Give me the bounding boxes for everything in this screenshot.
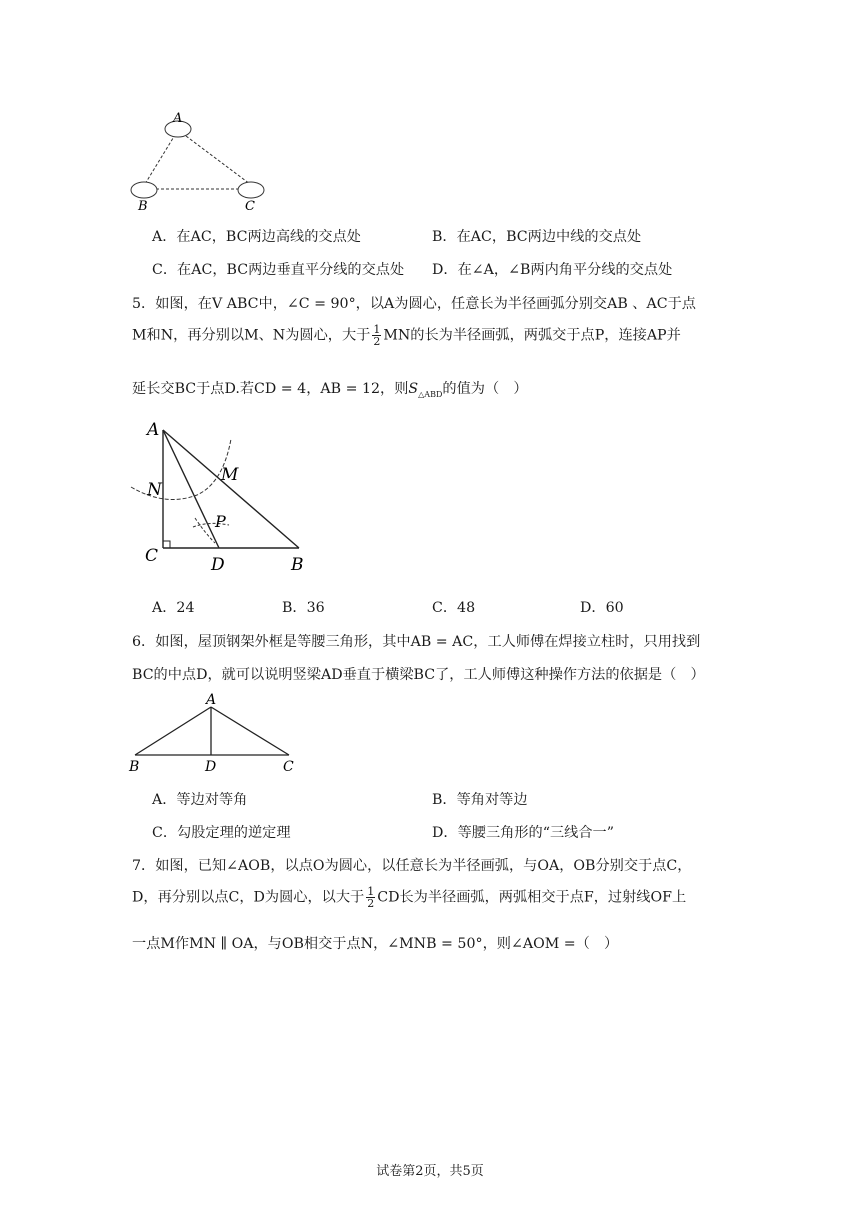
q5-line-3-a: 延长交BC于点D.若CD = 4，AB = 12，则 <box>132 381 409 397</box>
q4-option-b: B．在AC，BC两边中线的交点处 <box>432 229 642 245</box>
q6-label-c: C <box>283 759 294 775</box>
q4-option-c: C．在AC，BC两边垂直平分线的交点处 <box>152 262 405 278</box>
q6-option-a: A．等边对等角 <box>152 792 248 808</box>
q4-triangle-figure <box>120 110 280 215</box>
q5-area-subscript: △ABD <box>418 389 443 399</box>
q5-line-1: 5．如图，在V ABC中，∠C = 90°，以A为圆心，任意长为半径画弧分别交AB 、AC于点 <box>132 296 696 312</box>
q5-label-d: D <box>211 555 225 575</box>
q5-label-m: M <box>221 465 239 485</box>
q7-line-2-b: CD长为半径画弧，两弧相交于点F，过射线OF上 <box>377 889 687 906</box>
q4-label-a: A <box>173 111 183 126</box>
q5-option-a: A．24 <box>152 600 195 616</box>
q5-fraction: $\frac{1}{2}$ <box>373 323 381 348</box>
q5-right-triangle-figure <box>125 415 325 580</box>
q6-label-d: D <box>205 759 217 775</box>
q5-option-c: C．48 <box>432 600 476 616</box>
q7-line-2-a: D，再分别以点C，D为圆心，以大于 <box>132 889 365 906</box>
q6-isosceles-figure <box>125 693 305 778</box>
q4-label-b: B <box>138 199 148 214</box>
q5-label-p: P <box>215 512 226 531</box>
q5-line-2-b: MN的长为半径画弧，两弧交于点P，连接AP并 <box>383 327 681 344</box>
q5-line-2-a: M和N，再分别以M、N为圆心，大于 <box>132 327 371 344</box>
q7-line-2 <box>132 886 686 909</box>
q6-option-b: B．等角对等边 <box>432 792 528 808</box>
q5-label-a: A <box>147 420 160 440</box>
q5-label-n: N <box>147 480 162 500</box>
q6-option-c: C．勾股定理的逆定理 <box>152 825 291 841</box>
q6-line-1: 6．如图，屋顶钢架外框是等腰三角形，其中AB = AC，工人师傅在焊接立柱时，只用找到 <box>132 634 701 650</box>
q6-label-b: B <box>129 759 140 775</box>
q7-fraction: $\frac{1}{2}$ <box>367 885 375 910</box>
q4-label-c: C <box>245 199 255 214</box>
q5-label-b: B <box>291 555 304 575</box>
page-footer: 试卷第2页，共5页 <box>376 1164 484 1179</box>
q5-option-b: B．36 <box>282 600 325 616</box>
q6-label-a: A <box>206 693 217 708</box>
q5-line-3 <box>132 378 528 399</box>
q5-area-symbol: S <box>408 381 419 397</box>
q5-line-2 <box>132 324 681 347</box>
q5-line-3-b: 的值为（ ） <box>442 381 528 397</box>
q6-option-d: D．等腰三角形的“三线合一” <box>432 825 614 841</box>
q7-line-3: 一点M作MN ∥ OA，与OB相交于点N，∠MNB = 50°，则∠AOM =（ ） <box>132 936 619 952</box>
q4-option-d: D．在∠A，∠B两内角平分线的交点处 <box>432 262 673 278</box>
q6-line-2: BC的中点D，就可以说明竖梁AD垂直于横梁BC了，工人师傅这种操作方法的依据是（ ） <box>132 667 705 683</box>
q4-option-a: A．在AC，BC两边高线的交点处 <box>152 229 361 245</box>
q5-label-c: C <box>145 546 159 566</box>
q7-line-1: 7．如图，已知∠AOB，以点O为圆心，以任意长为半径画弧，与OA，OB分别交于点C， <box>132 858 692 874</box>
q5-option-d: D．60 <box>580 600 624 616</box>
